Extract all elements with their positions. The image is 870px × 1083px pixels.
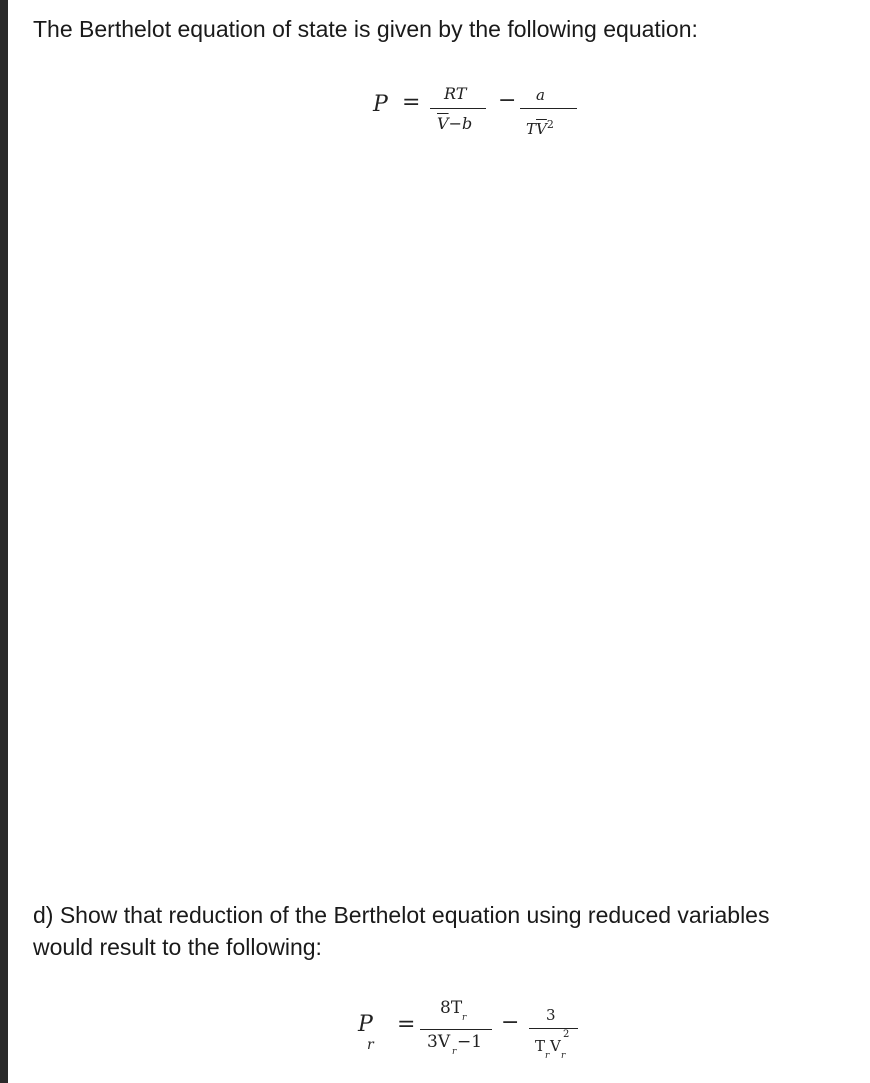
eq2-fraction-bar-2 — [529, 1028, 578, 1029]
eq2-lhs-sub: r — [367, 1037, 374, 1053]
eq1-minus: − — [498, 88, 517, 113]
question-d-line2: would result to the following: — [33, 934, 322, 960]
eq1-equals: = — [402, 90, 421, 115]
eq1-fraction-bar-1 — [430, 108, 486, 109]
eq1-lhs: P — [373, 92, 388, 117]
eq1-fraction-bar-2 — [520, 108, 577, 109]
eq2-lhs: P — [358, 1012, 373, 1037]
eq2-den2-V: V — [550, 1037, 561, 1055]
eq2-den2-V-sub: r — [561, 1051, 566, 1061]
eq2-den2-T-sub: r — [545, 1051, 550, 1061]
eq1-den2-exp: 2 — [546, 118, 554, 131]
eq2-minus: − — [501, 1010, 520, 1035]
eq2-den1-rest: −1 — [457, 1032, 483, 1052]
eq2-num1: 8T — [440, 998, 463, 1018]
eq1-den2-V: $\overline{V}$ — [536, 120, 547, 138]
eq2-num1-sub: r — [462, 1013, 467, 1023]
eq2-fraction-bar-1 — [420, 1029, 492, 1030]
eq2-den2-exp: 2 — [563, 1029, 570, 1040]
intro-text: The Berthelot equation of state is given by the following equation: — [33, 16, 698, 42]
question-d-line1: d) Show that reduction of the Berthelot equation using reduced variables — [33, 902, 770, 928]
left-border — [0, 0, 8, 1083]
eq1-num1: RT — [444, 84, 467, 103]
eq2-num2: 3 — [546, 1006, 556, 1024]
eq1-den2-T: T — [526, 120, 537, 138]
eq1-den1-rest: −b — [448, 114, 473, 133]
eq2-den1: 3V — [427, 1032, 451, 1052]
eq2-den1-sub: r — [452, 1047, 457, 1057]
eq2-den2-T: T — [535, 1037, 546, 1055]
eq2-equals: = — [397, 1012, 416, 1037]
eq1-den1-var: $\overline{V}$ — [437, 114, 449, 133]
eq1-num2: a — [536, 86, 545, 104]
